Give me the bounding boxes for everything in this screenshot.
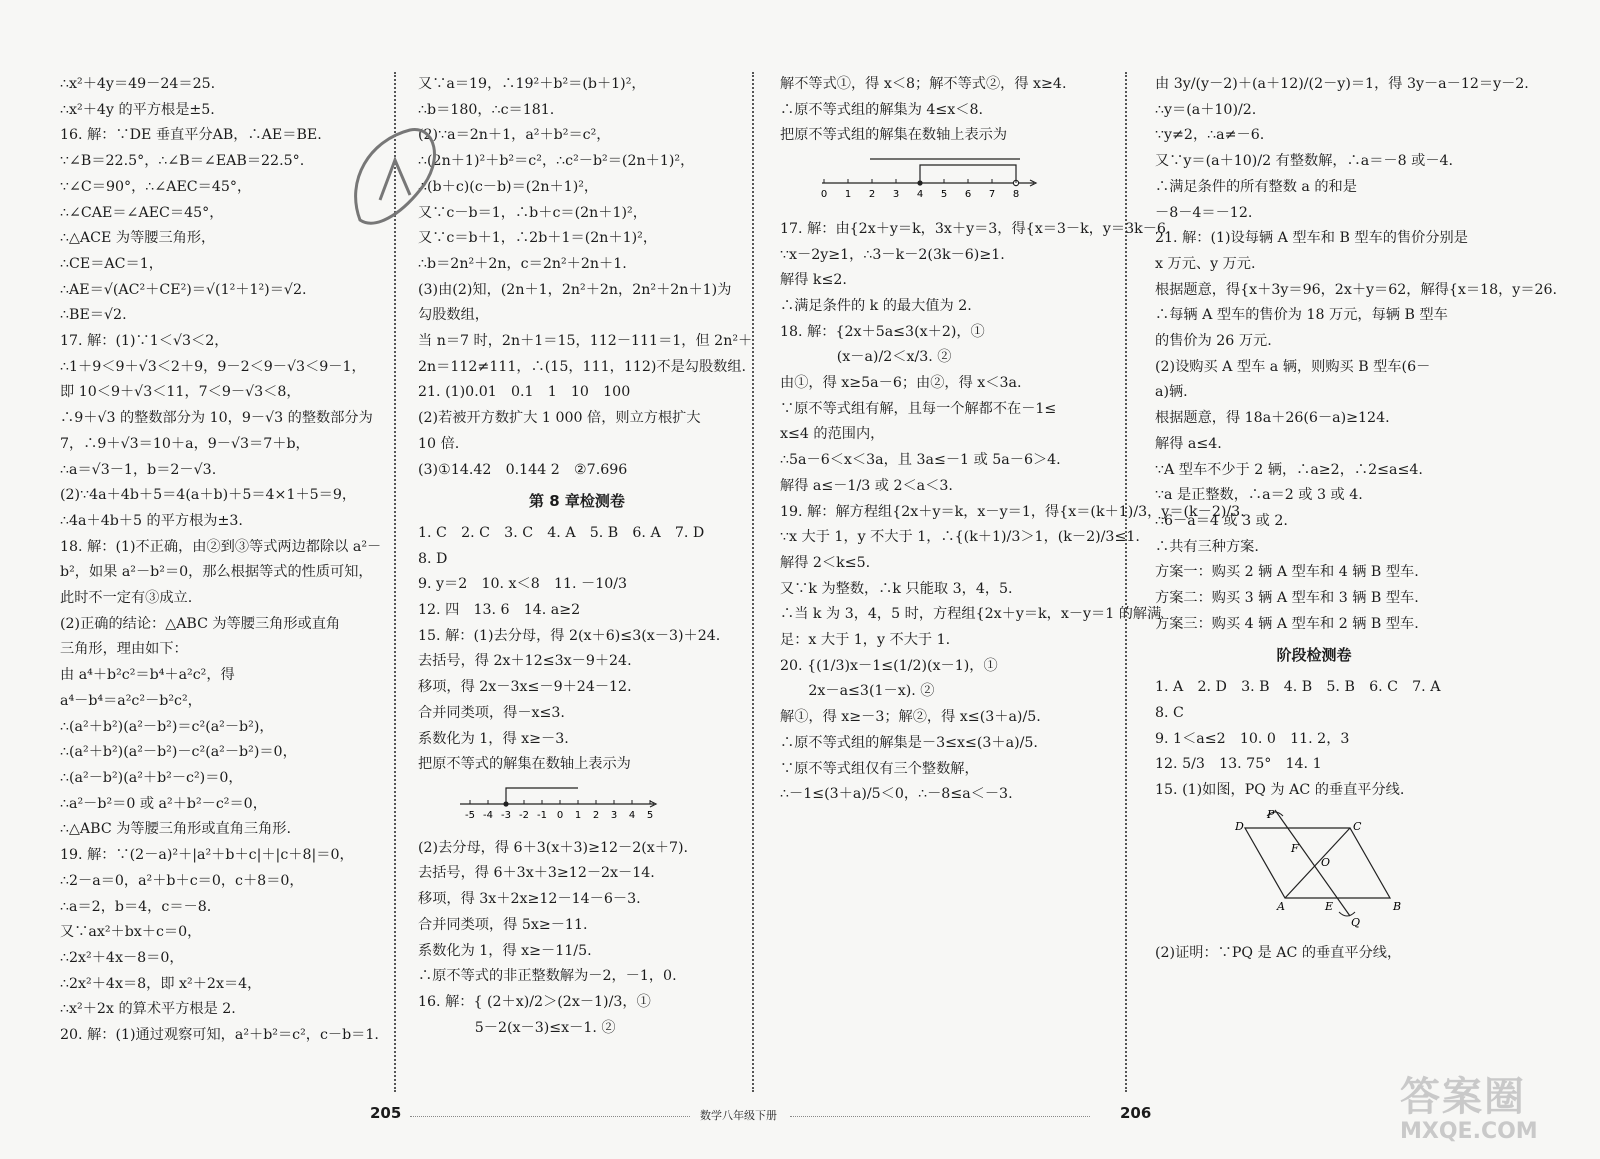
answer-line: 21. (1)0.01 0.1 1 10 100 [418, 384, 631, 401]
tick-label: 0 [556, 809, 564, 821]
answer-line: ∴－1≤(3＋a)/5＜0，∴－8≤a＜－3. [780, 786, 1013, 803]
answer-line: (2)若被开方数扩大 1 000 倍，则立方根扩大 [418, 410, 701, 427]
answer-line: 去括号，得 2x＋12≤3x－9＋24. [418, 653, 632, 670]
answer-line: ∴(a²＋b²)(a²－b²)＝c²(a²－b²)， [60, 718, 274, 735]
figure-point-label: P [1267, 807, 1275, 821]
answer-line: ∵y≠2，∴a≠－6. [1155, 127, 1265, 144]
answer-line: 12. 5/3 13. 75° 14. 1 [1155, 756, 1322, 773]
answer-line: 18. 解：(1)不正确，由②到③等式两边都除以 a²－ [60, 538, 382, 555]
answer-line: 方案二：购买 3 辆 A 型车和 3 辆 B 型车. [1155, 590, 1419, 607]
answer-line: 当 n＝7 时，2n＋1＝15，112－111＝1，但 2n²＋ [418, 333, 753, 350]
watermark-text: 答案圈 [1400, 1074, 1526, 1120]
answer-line: 7，∴9＋√3＝10＋a，9－√3＝7＋b， [60, 435, 310, 452]
text-block-col2-top [418, 72, 753, 483]
answer-line: ∴原不等式组的解集是－3≤x≤(3＋a)/5. [780, 734, 1038, 751]
answer-line: ∴a＝√3－1，b＝2－√3. [60, 461, 217, 478]
answer-line: ∴x²＋2x 的算术平方根是 2. [60, 1001, 236, 1018]
answer-line: 17. 解：由{2x＋y＝k，3x＋y＝3，得{x＝3－k，y＝3k－6. [780, 220, 1171, 237]
answer-line: 解得 k≤2. [780, 272, 847, 289]
answer-line: (2)证明：∵PQ 是 AC 的垂直平分线， [1155, 945, 1402, 962]
answer-line: ∴2x²＋4x＝8，即 x²＋2x＝4， [60, 975, 262, 992]
text-block-col3-top [780, 72, 1098, 149]
tick-label: 2 [868, 189, 876, 201]
number-line-x-ge-neg3 [458, 782, 658, 822]
answer-line: ∴满足条件的 k 的最大值为 2. [780, 297, 972, 314]
tick-label: -4 [483, 809, 493, 821]
answer-line: 即 10＜9＋√3＜11，7＜9－√3＜8， [60, 384, 301, 401]
answer-line: 8. C [1155, 704, 1184, 721]
line-pq [1275, 810, 1350, 916]
tick-label: -1 [537, 809, 547, 821]
tick-label: 7 [988, 189, 996, 201]
answer-line: 又∵c＝b＋1，∴2b＋1＝(2n＋1)²， [418, 230, 658, 247]
answer-line: (2)去分母，得 6＋3(x＋3)≥12－2(x＋7). [418, 839, 689, 856]
tick-label: 5 [940, 189, 948, 201]
answer-line: 系数化为 1，得 x≥－3. [418, 730, 569, 747]
answer-line: ∴(b＋c)(c－b)＝(2n＋1)²， [418, 178, 599, 195]
answer-line: 方案一：购买 2 辆 A 型车和 4 辆 B 型车. [1155, 564, 1419, 581]
stage-test-heading: 阶段检测卷 [1276, 646, 1352, 665]
tick-label: 1 [574, 809, 582, 821]
tick-label: -3 [501, 809, 511, 821]
answer-line: 由①，得 x≥5a－6；由②，得 x＜3a. [780, 375, 1022, 392]
figure-point-label: C [1353, 819, 1362, 833]
answer-line: 三角形，理由如下： [60, 641, 188, 658]
tick-label: 4 [628, 809, 636, 821]
tick-label: 3 [610, 809, 618, 821]
answer-line: ∴△ABC 为等腰三角形或直角三角形. [60, 821, 291, 838]
answer-line: x 万元、y 万元. [1155, 255, 1256, 272]
watermark [1400, 1075, 1590, 1155]
answer-line: ∴BE＝√2. [60, 307, 127, 324]
answer-line: 2n＝112≠111，∴(15，111，112)不是勾股数组. [418, 358, 747, 375]
answer-line: 21. 解：(1)设每辆 A 型车和 B 型车的售价分别是 [1155, 230, 1468, 247]
answer-column-1 [60, 72, 382, 1107]
answer-line: (2)正确的结论：△ABC 为等腰三角形或直角 [60, 615, 341, 632]
answer-line: 解不等式①，得 x＜8；解不等式②，得 x≥4. [780, 76, 1067, 92]
answer-line: ∴y＝(a＋10)/2. [1155, 101, 1257, 118]
answer-line: 合并同类项，得 5x≥－11. [418, 916, 588, 933]
answer-line: ∴2x²＋4x－8＝0， [60, 949, 184, 966]
answer-line: 20. 解：(1)通过观察可知，a²＋b²＝c²，c－b＝1. [60, 1027, 379, 1044]
answer-line: 1. A 2. D 3. B 4. B 5. B 6. C 7. A [1155, 679, 1441, 696]
answer-line: 19. 解：∵(2－a)²＋|a²＋b＋c|＋|c＋8|＝0， [60, 847, 354, 864]
watermark-url: MXQE.COM [1400, 1119, 1538, 1144]
answer-line: ∴1＋9＜9＋√3＜2＋9，9－2＜9－√3＜9－1， [60, 358, 366, 375]
answer-line: ∴5a－6＜x＜3a，且 3a≤－1 或 5a－6＞4. [780, 452, 1061, 469]
figure-point-label: F [1291, 841, 1299, 855]
text-block-col4-mid [1155, 675, 1473, 804]
answer-line: 此时不一定有③成立. [60, 590, 193, 607]
figure-point-label: E [1325, 899, 1334, 913]
answer-line: 15. (1)如图，PQ 为 AC 的垂直平分线. [1155, 781, 1405, 798]
answer-line: ∵x－2y≥1，∴3－k－2(3k－6)≥1. [780, 246, 1005, 263]
column-separator [752, 72, 754, 1092]
text-block-col2-mid [418, 521, 736, 778]
answer-line: 由 a⁴＋b²c²＝b⁴＋a²c²，得 [60, 667, 235, 684]
answer-line: 把原不等式的解集在数轴上表示为 [418, 756, 631, 773]
answer-line: ∵∠B＝22.5°，∴∠B＝∠EAB＝22.5°. [60, 153, 305, 170]
answer-line: 5－2(x－3)≤x－1. ② [418, 1019, 616, 1036]
answer-line: 20. {(1/3)x－1≤(1/2)(x－1)，① [780, 657, 998, 674]
answer-line: －8－4＝－12. [1155, 204, 1253, 221]
answer-line: 解得 2＜k≤5. [780, 554, 871, 571]
answer-line: ∴满足条件的所有整数 a 的和是 [1155, 178, 1357, 195]
chapter-8-heading: 第 8 章检测卷 [529, 492, 625, 511]
answer-line: ∴每辆 A 型车的售价为 18 万元，每辆 B 型车 [1155, 307, 1448, 324]
answer-line: (3)由(2)知，(2n＋1，2n²＋2n，2n²＋2n＋1)为 [418, 281, 732, 298]
answer-line: 又∵a＝19，∴19²＋b²＝(b＋1)²， [418, 76, 646, 92]
figure-point-label: B [1393, 899, 1402, 913]
answer-line: 合并同类项，得－x≤3. [418, 704, 565, 721]
tick-label: 4 [916, 189, 924, 201]
figure-point-label: O [1321, 855, 1331, 869]
answer-line: 解得 a≤4. [1155, 435, 1222, 452]
answer-line: ∴a²－b²＝0 或 a²＋b²－c²＝0， [60, 795, 267, 812]
answer-line: 19. 解：解方程组{2x＋y＝k，x－y＝1，得{x＝(k＋1)/3，y＝(k－2)/3. [780, 503, 1245, 520]
answer-line: 9. 1＜a≤2 10. 0 11. 2，3 [1155, 730, 1350, 747]
parallelogram-figure [1235, 808, 1405, 928]
answer-line: ∴(a²－b²)(a²＋b²－c²)＝0， [60, 769, 243, 786]
footer-rule [790, 1116, 1090, 1117]
answer-line: 移项，得 2x－3x≤－9＋24－12. [418, 679, 632, 696]
answer-line: ∴原不等式组的解集为 4≤x＜8. [780, 101, 984, 118]
answer-line: ∵x 大于 1，y 不大于 1，∴{(k＋1)/3＞1，(k－2)/3≤1. [780, 529, 1140, 546]
answer-line: ∴(2n＋1)²＋b²＝c²，∴c²－b²＝(2n＋1)²， [418, 153, 695, 170]
answer-line: ∴6－a＝4 或 3 或 2. [1155, 512, 1288, 529]
answer-line: (2)∵a＝2n＋1，a²＋b²＝c²， [418, 127, 611, 144]
answer-line: x≤4 的范围内， [780, 426, 885, 443]
answer-line: 由 3y/(y－2)＋(a＋12)/(2－y)＝1，得 3y－a－12＝y－2. [1155, 76, 1529, 92]
answer-line: 又∵ax²＋bx＋c＝0， [60, 924, 202, 941]
answer-line: ∴x²＋4y＝49－24＝25. [60, 76, 216, 92]
answer-line: (3)①14.42 0.144 2 ②7.696 [418, 461, 628, 478]
answer-line: 解①，得 x≥－3；解②，得 x≤(3＋a)/5. [780, 709, 1041, 726]
seal-stamp [340, 120, 450, 240]
answer-line: ∴4a＋4b＋5 的平方根为±3. [60, 512, 243, 529]
answer-line: 18. 解：{2x＋5a≤3(x＋2)，① [780, 323, 985, 340]
answer-line: 12. 四 13. 6 14. a≥2 [418, 602, 581, 619]
tick-label: 8 [1012, 189, 1020, 201]
answer-line: 又∵c－b＝1，∴b＋c＝(2n＋1)²， [418, 204, 647, 221]
answer-line: 15. 解：(1)去分母，得 2(x＋6)≤3(x－3)＋24. [418, 627, 721, 644]
number-line-4-to-8 [820, 153, 1040, 203]
answer-line: 足：x 大于 1，y 不大于 1. [780, 632, 951, 649]
answer-line: ∴9＋√3 的整数部分为 10，9－√3 的整数部分为 [60, 410, 373, 427]
answer-line: ∵原不等式组有解，且每一个解都不在－1≤ [780, 400, 1057, 417]
text-block-col4-bottom [1155, 941, 1473, 967]
tick-label: 2 [592, 809, 600, 821]
answer-line: ∴△ACE 为等腰三角形， [60, 230, 216, 247]
answer-line: 去括号，得 6＋3x＋3≥12－2x－14. [418, 865, 655, 882]
text-block-col2-bottom [418, 836, 736, 1042]
page-footer [370, 1104, 1150, 1128]
answer-line: ∴当 k 为 3，4，5 时，方程组{2x＋y＝k，x－y＝1 的解满 [780, 606, 1162, 623]
answer-line: 17. 解：(1)∵1＜√3＜2， [60, 333, 229, 350]
answer-line: ∴b＝2n²＋2n，c＝2n²＋2n＋1. [418, 255, 627, 272]
tick-label: -5 [465, 809, 475, 821]
answer-line: 勾股数组， [418, 307, 489, 324]
text-block-col4-top [1155, 72, 1558, 637]
answer-line: ∴x²＋4y 的平方根是±5. [60, 101, 215, 118]
answer-line: 解得 a≤－1/3 或 2＜a＜3. [780, 477, 953, 494]
answer-line: 系数化为 1，得 x≥－11/5. [418, 942, 592, 959]
footer-rule [410, 1116, 690, 1117]
tick-label: 0 [820, 189, 828, 201]
answer-line: 移项，得 3x＋2x≥12－14－6－3. [418, 891, 641, 908]
book-title: 数学八年级下册 [700, 1109, 777, 1122]
figure-point-label: A [1277, 899, 1285, 913]
answer-line: b²，如果 a²－b²＝0，那么根据等式的性质可知， [60, 564, 373, 581]
answer-line: (2)∵4a＋4b＋5＝4(a＋b)＋5＝4×1＋5＝9， [60, 487, 357, 504]
tick-label: 5 [646, 809, 654, 821]
answer-line: ∴(a²＋b²)(a²－b²)－c²(a²－b²)＝0， [60, 744, 297, 761]
tick-label: 3 [892, 189, 900, 201]
answer-line: 根据题意，得 18a＋26(6－a)≥124. [1155, 410, 1390, 427]
answer-line: ∴AE＝√(AC²＋CE²)＝√(1²＋1²)＝√2. [60, 281, 307, 298]
answer-line: 根据题意，得{x＋3y＝96，2x＋y＝62，解得{x＝18，y＝26. [1155, 281, 1558, 298]
answer-line: (2)设购买 A 型车 a 辆，则购买 B 型车(6－ [1155, 358, 1431, 375]
text-block-col1 [60, 72, 382, 1049]
answer-line: (x－a)/2＜x/3. ② [780, 349, 952, 366]
answer-line: ∴原不等式的非正整数解为－2，－1，0. [418, 968, 677, 985]
page-number-right: 206 [1120, 1104, 1152, 1122]
answer-line: 把原不等式组的解集在数轴上表示为 [780, 127, 1008, 144]
tick-label: -2 [519, 809, 529, 821]
answer-line: 又∵y＝(a＋10)/2 有整数解，∴a＝－8 或－4. [1155, 153, 1454, 170]
answer-line: 的售价为 26 万元. [1155, 333, 1272, 350]
tick-label: 1 [844, 189, 852, 201]
answer-line: 方案三：购买 4 辆 A 型车和 2 辆 B 型车. [1155, 615, 1419, 632]
answer-line: 2x－a≤3(1－x). ② [780, 683, 935, 700]
answer-line: ∴共有三种方案. [1155, 538, 1259, 555]
answer-line: 1. C 2. C 3. C 4. A 5. B 6. A 7. D [418, 524, 705, 541]
page-number-left: 205 [370, 1104, 402, 1122]
answer-line: ∵a 是正整数，∴a＝2 或 3 或 4. [1155, 487, 1363, 504]
answer-line: 9. y＝2 10. x＜8 11. －10/3 [418, 576, 628, 593]
answer-line: 又∵k 为整数，∴k 只能取 3，4，5. [780, 580, 1013, 597]
figure-point-label: D [1235, 819, 1244, 833]
tick-label: 6 [964, 189, 972, 201]
answer-line: 8. D [418, 550, 448, 567]
answer-line: ∵∠C＝90°，∴∠AEC＝45°， [60, 178, 252, 195]
answer-line: ∵A 型车不少于 2 辆，∴a≥2，∴2≤a≤4. [1155, 461, 1423, 478]
answer-line: ∴b＝180，∴c＝181. [418, 101, 555, 118]
answer-line: 10 倍. [418, 435, 460, 452]
answer-line: ∴2－a＝0，a²＋b＋c＝0，c＋8＝0， [60, 872, 304, 889]
answer-column-2 [418, 72, 753, 1107]
answer-line: ∴∠CAE＝∠AEC＝45°， [60, 204, 224, 221]
answer-line: 16. 解：{ (2＋x)/2＞(2x－1)/3，① [418, 993, 651, 1010]
figure-point-label: Q [1351, 915, 1361, 928]
answer-line: ∴a＝2，b＝4，c＝－8. [60, 898, 212, 915]
answer-line: ∴CE＝AC＝1， [60, 255, 163, 272]
answer-line: ∵原不等式组仅有三个整数解， [780, 760, 979, 777]
answer-line: a⁴－b⁴＝a²c²－b²c²， [60, 692, 202, 709]
answer-line: 16. 解：∵DE 垂直平分AB，∴AE＝BE. [60, 127, 322, 144]
answer-line: a)辆. [1155, 384, 1188, 401]
